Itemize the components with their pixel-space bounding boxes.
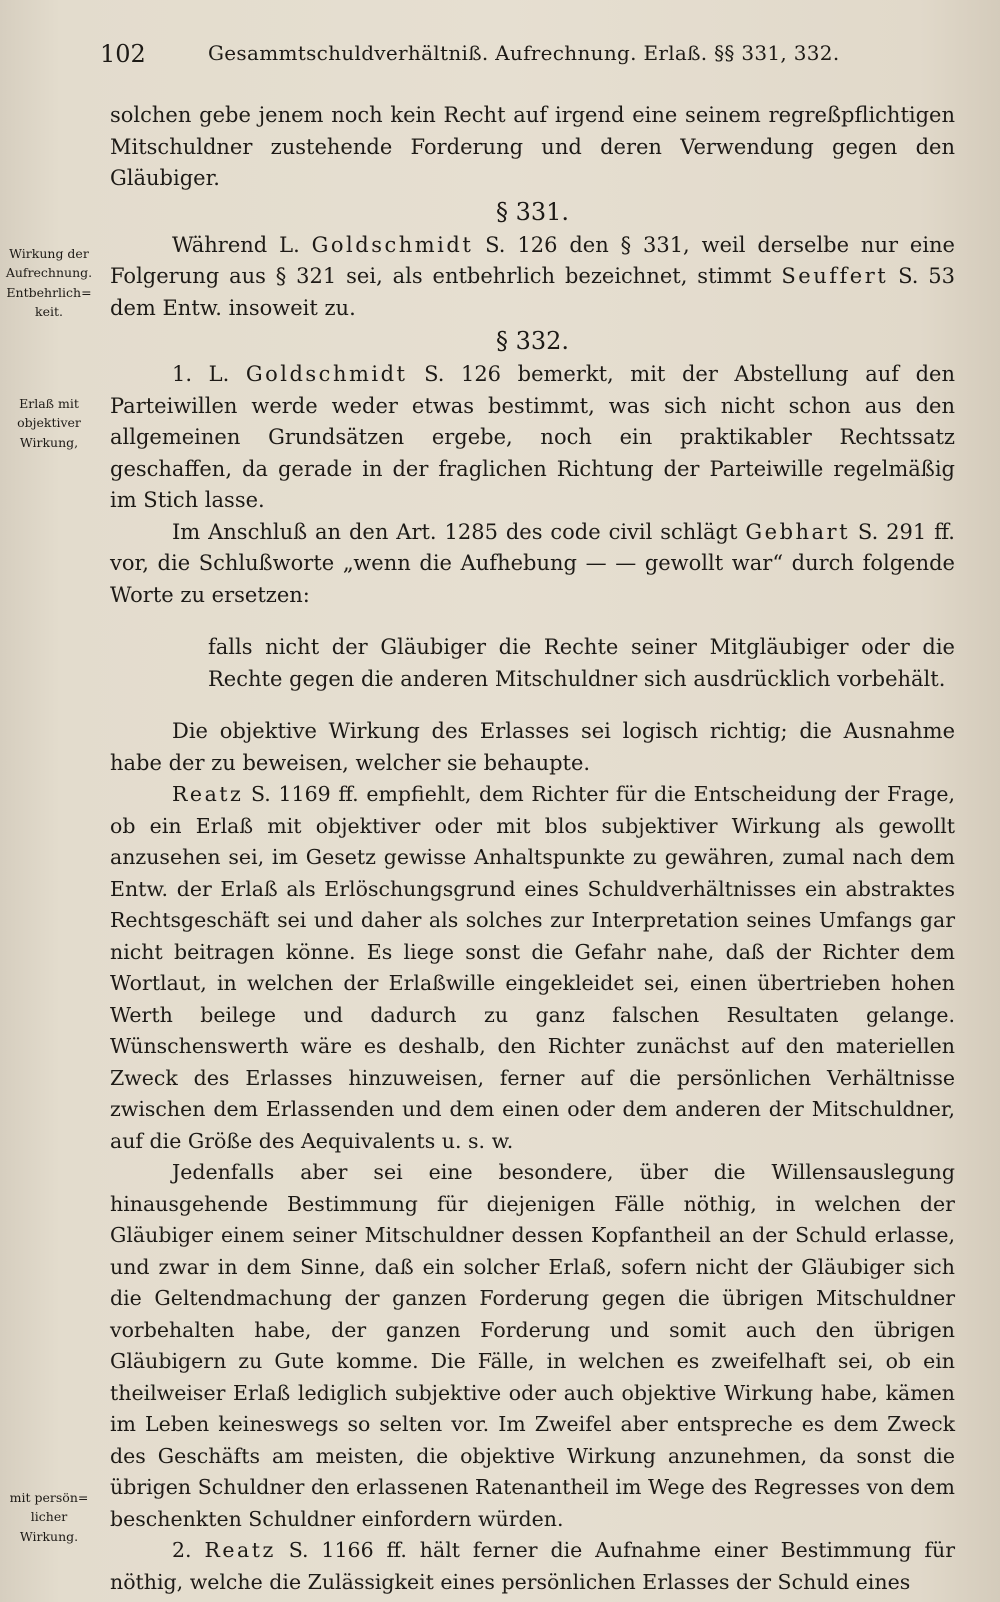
paragraph-jedenfalls: Jedenfalls aber sei eine besondere, über die Willensauslegung hinausgehende Bestimmung für diejenigen Fälle nöthig, in welchen der Gläubiger einem seiner Mitschuldner dessen Kopfantheil an der Schuld erlasse, und zwar in dem Sinne, daß ein solcher Erlaß, sofern nicht der Gläubiger sich die Geltendmachung der ganzen Forderung gegen die übrigen Mitschuldner vorbehalten habe, der ganzen Forderung und somit auch den übrigen Gläubigern zu Gute komme. Die Fälle, in welchen es zweifelhaft sei, ob ein theilweiser Erlaß lediglich subjektive oder auch objektive Wirkung habe, kämen im Leben keineswegs so selten vor. Im Zweifel aber entspreche es dem Zweck des Geschäfts am meisten, die objektive Wirkung anzunehmen, da sonst die übrigen Schuldner den erlassenen Ratenantheil im Wege des Regresses von dem beschenkten Schuldner einfordern würden. xyxy=(110,1160,955,1531)
paragraph-331 xyxy=(110,230,955,325)
text-run: S. 126 bemerkt, mit der Abstellung auf den Parteiwillen werde weder etwas bestimmt, was sich nicht schon aus den allgemeinen Grundsätzen ergebe, noch ein praktikabler Rechtssatz geschaffen, da gerade in der fraglichen Richtung der Parteiwille regelmäßig im Stich lasse. xyxy=(110,362,955,512)
paragraph-332-2 xyxy=(110,1535,955,1598)
paragraph-reatz-1169 xyxy=(110,779,955,1157)
margin-note-line: Entbehrlich= xyxy=(6,284,92,300)
page-header xyxy=(100,40,960,76)
text-run: S. 291 ff. vor, die Schlußworte „wenn die Aufhebung — — gewollt war“ durch folgende Worte zu ersetzen: xyxy=(110,519,955,607)
author-name: Reatz xyxy=(204,1538,276,1562)
text-run: Im Anschluß an den Art. 1285 des code civil schlägt xyxy=(172,519,746,544)
text-run: S. 1166 ff. hält ferner die Aufnahme einer Bestimmung für nöthig, welche die Zulässigkeit eines persönlichen Erlasses der Schuld eines xyxy=(110,1538,955,1594)
margin-note-persoenlich xyxy=(2,1488,96,1546)
margin-note-erlass xyxy=(2,394,96,452)
running-title: Gesammtschuldverhältniß. Aufrechnung. Erlaß. §§ 331, 332. xyxy=(208,41,840,65)
text-run: S. 126 den § 331, weil derselbe nur eine Folgerung aus § 321 sei, als entbehrlich bezeichnet, stimmt xyxy=(110,232,955,288)
page-number: 102 xyxy=(100,40,146,68)
text-run: S. 53 dem Entw. insoweit zu. xyxy=(110,264,956,320)
margin-note-line: Wirkung. xyxy=(19,1528,79,1544)
section-heading-332: § 332. xyxy=(495,327,570,355)
paragraph-intro: solchen gebe jenem noch kein Recht auf irgend eine seinem regreßpflichtigen Mitschuldner zustehende Forderung und deren Verwendung gegen den Gläubiger. xyxy=(110,103,955,190)
author-name: Reatz xyxy=(172,782,244,806)
author-name: Seuffert xyxy=(781,264,889,288)
margin-note-aufrechnung xyxy=(2,244,96,322)
margin-note-line: objektiver xyxy=(17,415,81,431)
margin-note-line: Wirkung, xyxy=(19,434,79,450)
paragraph-332-1 xyxy=(110,359,955,517)
block-quote: falls nicht der Gläubiger die Rechte seiner Mitgläubiger oder die Rechte gegen die anderen Mitschuldner sich ausdrücklich vorbehält. xyxy=(208,635,955,691)
text-run: 1. L. xyxy=(172,362,246,386)
margin-note-line: Erlaß mit xyxy=(19,396,79,411)
paragraph-gebhart xyxy=(110,517,955,612)
text-run: Während L. xyxy=(172,232,312,257)
margin-note-line: Wirkung der xyxy=(9,246,89,261)
margin-note-line: licher xyxy=(30,1509,68,1525)
text-run: 2. xyxy=(172,1538,205,1562)
margin-note-line: mit persön= xyxy=(9,1490,89,1505)
paragraph-objektiv: Die objektive Wirkung des Erlasses sei logisch richtig; die Ausnahme habe der zu beweisen, welcher sie behaupte. xyxy=(110,719,955,775)
body-text xyxy=(110,100,955,1598)
margin-notes xyxy=(0,0,100,1602)
margin-note-line: keit. xyxy=(35,304,63,320)
author-name: Goldschmidt xyxy=(245,362,408,386)
author-name: Goldschmidt xyxy=(311,232,474,257)
margin-note-line: Aufrechnung. xyxy=(5,265,93,281)
text-run: S. 1169 ff. empfiehlt, dem Richter für die Entscheidung der Frage, ob ein Erlaß mit objektiver oder mit blos subjektiver Wirkung als gewollt anzusehen sei, im Gesetz gewisse Anhaltspunkte zu gewähren, zumal nach dem Entw. der Erlaß als Erlöschungsgrund eines Schuldverhältnisses ein abstraktes Rechtsgeschäft sei und daher als solches zur Interpretation seines Umfangs gar nicht beitragen könne. Es liege sonst die Gefahr nahe, daß der Richter dem Wortlaut, in welchen der Erlaßwille eingekleidet sei, einen übertrieben hohen Werth beilege und dadurch zu ganz falschen Resultaten gelange. Wünschenswerth wäre es deshalb, den Richter zunächst auf den materiellen Zweck des Erlasses hinzuweisen, ferner auf die persönlichen Verhältnisse zwischen dem Erlassenden und dem einen oder dem anderen der Mitschuldner, auf die Größe des Aequivalents u. s. w. xyxy=(110,782,955,1153)
section-heading-331: § 331. xyxy=(495,197,570,226)
author-name: Gebhart xyxy=(745,519,851,544)
